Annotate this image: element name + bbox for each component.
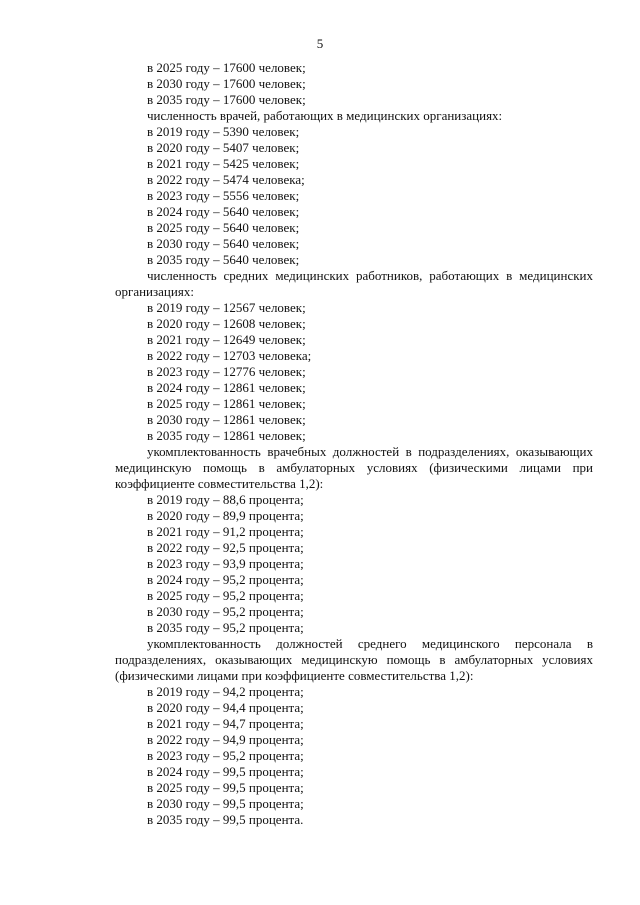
list-item: в 2030 году – 99,5 процента; [147, 796, 304, 811]
list-item: в 2023 году – 12776 человек; [147, 364, 306, 379]
list-item: в 2025 году – 17600 человек; [147, 60, 306, 75]
list-item: в 2020 году – 89,9 процента; [147, 508, 304, 523]
list-item: в 2019 году – 12567 человек; [147, 300, 306, 315]
list-item: в 2019 году – 88,6 процента; [147, 492, 304, 507]
list-item: в 2022 году – 12703 человека; [147, 348, 312, 363]
list-item: в 2030 году – 17600 человек; [147, 76, 306, 91]
list-item: в 2019 году – 94,2 процента; [147, 684, 304, 699]
list-item: в 2030 году – 5640 человек; [147, 236, 300, 251]
section-heading-nurse-staffing: укомплектованность должностей среднего медицинского персонала в подразделениях, оказывающих медицинскую помощь в амбулаторных условиях (физическими лицами при коэффициенте совместительства 1,2): [115, 636, 593, 683]
list-item: в 2020 году – 94,4 процента; [147, 700, 304, 715]
list-item: в 2025 году – 5640 человек; [147, 220, 300, 235]
list-item: в 2025 году – 95,2 процента; [147, 588, 304, 603]
list-item: в 2022 году – 94,9 процента; [147, 732, 304, 747]
list-item: в 2035 году – 5640 человек; [147, 252, 300, 267]
list-item: в 2025 году – 99,5 процента; [147, 780, 304, 795]
list-item: в 2024 году – 99,5 процента; [147, 764, 304, 779]
section-heading-doctors: численность врачей, работающих в медицинских организациях: [147, 108, 503, 123]
list-item: в 2021 году – 12649 человек; [147, 332, 306, 347]
list-item: в 2035 году – 95,2 процента; [147, 620, 304, 635]
list-item: в 2035 году – 99,5 процента. [147, 812, 304, 827]
list-item: в 2023 году – 95,2 процента; [147, 748, 304, 763]
page-number: 5 [316, 36, 324, 51]
list-item: в 2022 году – 5474 человека; [147, 172, 305, 187]
list-item: в 2024 году – 95,2 процента; [147, 572, 304, 587]
section-heading-doctor-staffing: укомплектованность врачебных должностей в подразделениях, оказывающих медицинскую помощь в амбулаторных условиях (физическими лицами при коэффициенте совместительства 1,2): [115, 444, 593, 491]
list-item: в 2024 году – 5640 человек; [147, 204, 300, 219]
list-item: в 2035 году – 17600 человек; [147, 92, 306, 107]
section-heading-nurses: численность средних медицинских работников, работающих в медицинских организациях: [115, 268, 593, 299]
list-item: в 2021 году – 91,2 процента; [147, 524, 304, 539]
list-item: в 2030 году – 12861 человек; [147, 412, 306, 427]
list-item: в 2020 году – 5407 человек; [147, 140, 300, 155]
list-item: в 2020 году – 12608 человек; [147, 316, 306, 331]
list-item: в 2022 году – 92,5 процента; [147, 540, 304, 555]
list-item: в 2023 году – 93,9 процента; [147, 556, 304, 571]
list-item: в 2021 году – 5425 человек; [147, 156, 300, 171]
list-item: в 2019 году – 5390 человек; [147, 124, 300, 139]
list-item: в 2035 году – 12861 человек; [147, 428, 306, 443]
list-item: в 2024 году – 12861 человек; [147, 380, 306, 395]
document-body [115, 60, 593, 828]
list-item: в 2025 году – 12861 человек; [147, 396, 306, 411]
list-item: в 2023 году – 5556 человек; [147, 188, 300, 203]
list-item: в 2021 году – 94,7 процента; [147, 716, 304, 731]
list-item: в 2030 году – 95,2 процента; [147, 604, 304, 619]
